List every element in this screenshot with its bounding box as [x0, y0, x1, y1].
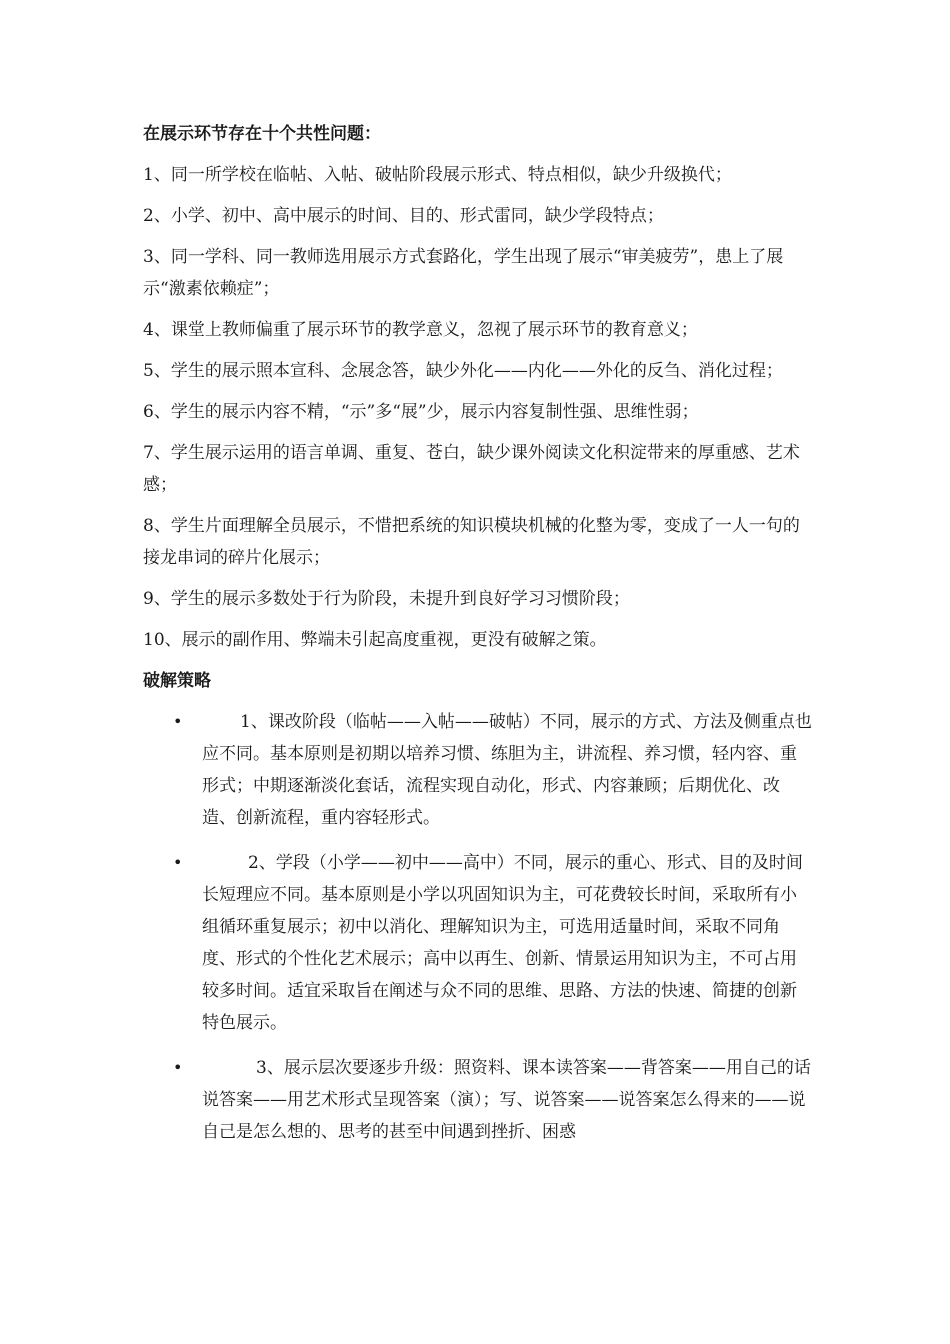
strategy-text-3: 3、展示层次要逐步升级：照资料、课本读答案——背答案——用自己的话说答案——用艺术形式呈现答案（演）；写、说答案——说答案怎么得来的——说自己是怎么想的、思考的甚至中间遇到挫折、困惑 [202, 1058, 811, 1142]
problem-item-7: 7、学生展示运用的语言单调、重复、苍白，缺少课外阅读文化积淀带来的厚重感、艺术感； [143, 443, 800, 495]
problem-item-8: 8、学生片面理解全员展示，不惜把系统的知识模块机械的化整为零，变成了一人一句的接龙串词的碎片化展示； [143, 516, 800, 568]
strategy-item-1 [143, 706, 813, 834]
problems-heading: 在展示环节存在十个共性问题： [143, 124, 381, 144]
problem-item-2: 2、小学、初中、高中展示的时间、目的、形式雷同，缺少学段特点； [143, 206, 664, 226]
problem-item-4: 4、课堂上教师偏重了展示环节的教学意义，忽视了展示环节的教育意义； [143, 320, 698, 340]
strategies-heading: 破解策略 [143, 671, 211, 691]
strategy-text-2: 2、学段（小学——初中——高中）不同，展示的重心、形式、目的及时间长短理应不同。基本原则是小学以巩固知识为主，可花费较长时间，采取所有小组循环重复展示；初中以消化、理解知识为主，可选用适量时间，采取不同角度、形式的个性化艺术展示；高中以再生、创新、情景运用知识为主，不可占用较多时间。适宜采取旨在阐述与众不同的思维、思路、方法的快速、简捷的创新特色展示。 [202, 853, 803, 1033]
problem-item-1: 1、同一所学校在临帖、入帖、破帖阶段展示形式、特点相似，缺少升级换代； [143, 165, 732, 185]
bullet-icon: • [173, 853, 183, 872]
problem-item-9: 9、学生的展示多数处于行为阶段，未提升到良好学习习惯阶段； [143, 589, 630, 609]
strategy-text-1: 1、课改阶段（临帖——入帖——破帖）不同，展示的方式、方法及侧重点也应不同。基本原则是初期以培养习惯、练胆为主，讲流程、养习惯，轻内容、重形式；中期逐渐淡化套话，流程实现自动化，形式、内容兼顾；后期优化、改造、创新流程，重内容轻形式。 [202, 712, 812, 828]
strategy-item-3 [143, 1052, 813, 1148]
bullet-icon: • [173, 1058, 183, 1077]
problem-item-3: 3、同一学科、同一教师选用展示方式套路化，学生出现了展示“审美疲劳”，患上了展示“激素依赖症”； [143, 247, 784, 299]
problem-item-10: 10、展示的副作用、弊端未引起高度重视，更没有破解之策。 [143, 630, 607, 650]
problem-item-5: 5、学生的展示照本宣科、念展念答，缺少外化——内化——外化的反刍、消化过程； [143, 361, 783, 381]
problem-item-6: 6、学生的展示内容不精，“示”多“展”少，展示内容复制性强、思维性弱； [143, 402, 699, 422]
document-body [143, 118, 813, 1161]
strategies-list [143, 706, 813, 1148]
bullet-icon: • [173, 712, 183, 731]
strategy-item-2 [143, 847, 813, 1039]
problems-list [143, 159, 813, 656]
